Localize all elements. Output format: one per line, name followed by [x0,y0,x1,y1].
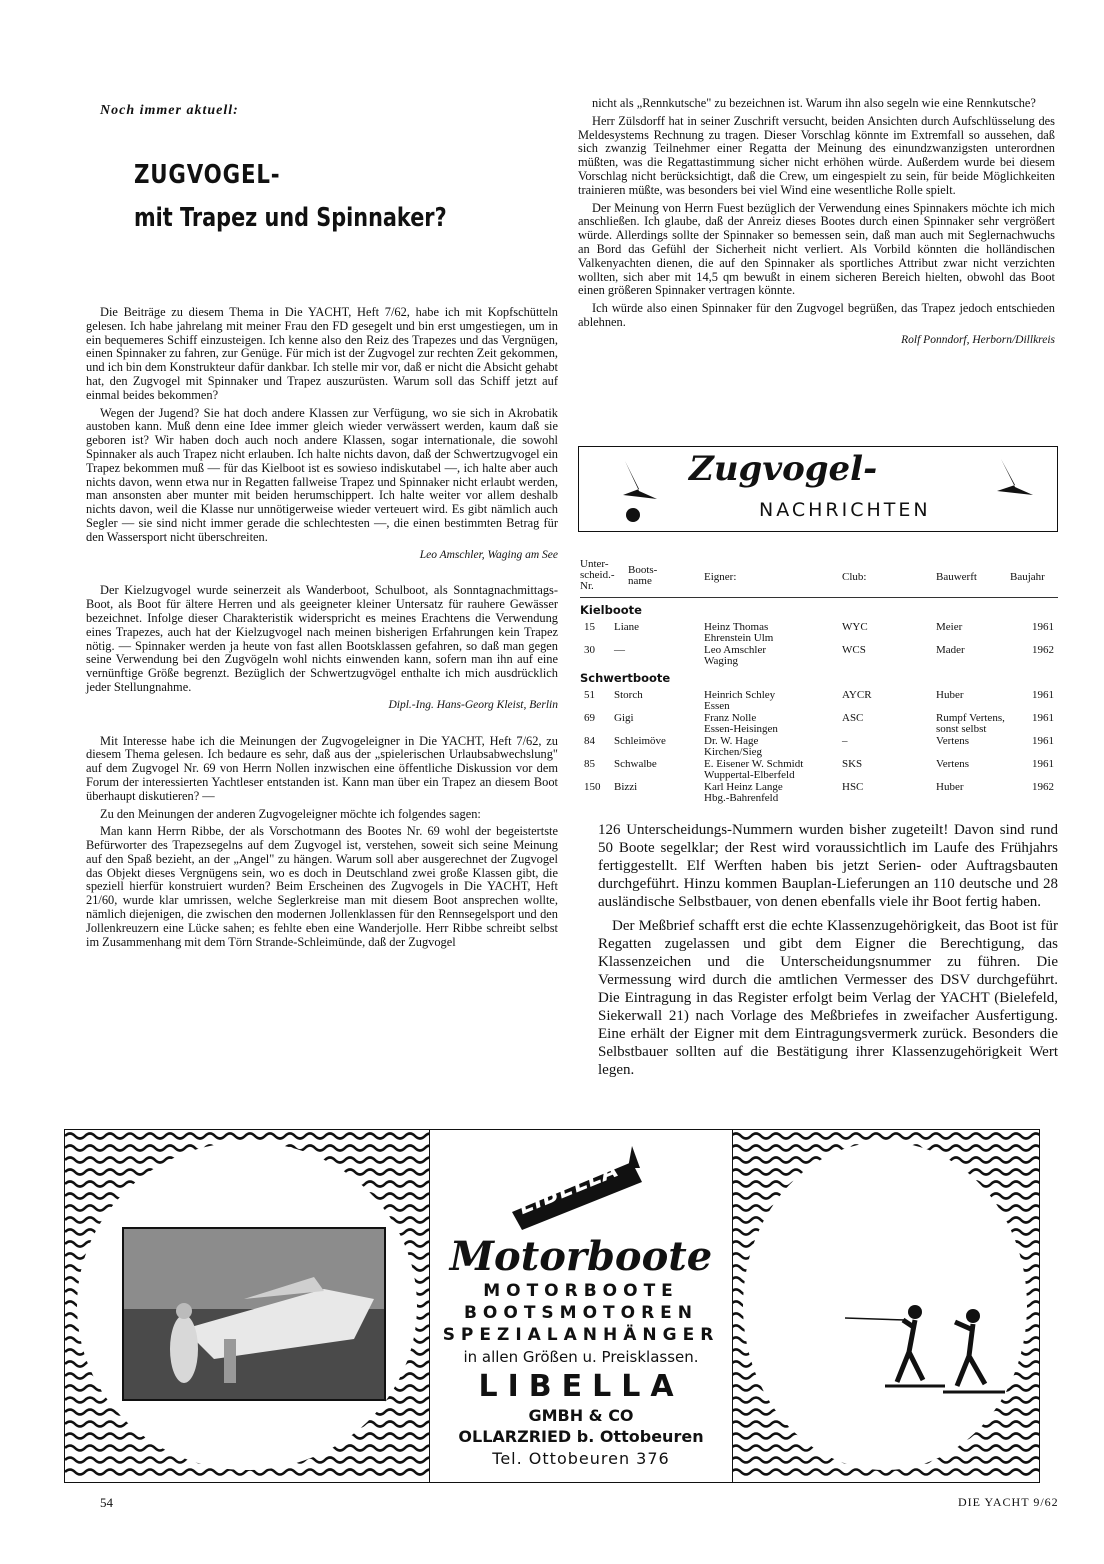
ad-center-panel [429,1130,733,1482]
cell-yard: Vertens [936,758,969,770]
cell-owner: Franz Nolle Essen-Heisingen [704,712,778,735]
paragraph: Zu den Meinungen der anderen Zugvogeleigner möchte ich folgendes sagen: [100,806,481,821]
paragraph: Wegen der Jugend? Sie hat doch andere Klassen zur Verfügung, wo sie sich in Akrobatik austoben kann. Muß denn eine Idee immer gleich wieder verwässert werden, kaum daß sie geboren ist? Wir haben doch auch noch andere Klassen, sogar internationale, die sowohl Spinnaker als auch Trapez nicht erlauben. Ich halte nichts davon, daß der Schwertzugvogel ein Trapez bekommen muß — für das Kielboot ist es sowieso indiskutabel —, ich halte aber auch nichts davon, wenn etwa nur in Regatten fallweise Trapez und Spinnaker nicht erlaubt werden, man ansonsten aber munter mit beiden herumschippert. Ich halte weiter vor allem deshalb nichts davon, weil die Klasse nur unnötigerweise wieder verteuert wird. Es gibt nämlich auch Segler — sie sind nicht immer gerade die schlechtesten —, die einen bestimmten Betrag für den Wassersport nicht überschreiten. [86,405,558,544]
article-title-line2: mit Trapez und Spinnaker? [134,203,447,233]
col-name-header: Boots- name [628,564,658,587]
cell-club: – [842,735,848,747]
table-header [580,559,1058,598]
signature: Leo Amschler, Waging am See [419,548,558,561]
cell-owner: Heinz Thomas Ehrenstein Ulm [704,621,774,644]
cell-name: Liane [614,621,640,633]
paragraph: Mit Interesse habe ich die Meinungen der Zugvogeleigner in Die YACHT, Heft 7/62, zu diesem Thema gelesen. Ich bedaure es sehr, daß aus der „spielerischen Urlaubsabwechslung" auf dem Zugvogel Nr. 69 von Herrn Nollen inzwischen eine öffentliche Diskussion vor dem Forum der interessierten Yachtleser entstanden ist. Kann man über ein Trapez an diesem Boot überhaupt diskutieren? — [86,733,558,803]
wave-line [65,1134,429,1139]
col-nr-header: Unter- scheid.- Nr. [580,558,615,592]
wave-line [731,1134,1039,1139]
libella-advertisement [64,1129,1040,1483]
paragraph: Der Kielzugvogel wurde seinerzeit als Wanderboot, Schulboot, als Sonntagnachmittags-Boot, als Boot für ältere Herren und als geeigneter kleiner Untersatz für rauhere Gewässer bezeichnet. Infolge dieser Charakteristik widerspricht es meines Erachtens die Verwendung eines Trapezes, auch hat der Kielzugvogel nach meinen bisherigen Erfahrungen kein Trapez nötig. — Spinnaker werden ja heute von fast allen Bootsklassen gefahren, so daß man gegen seine Verwendung bei den Zugvögeln wohl nichts einwenden kann, sofern man ihn auf eine vernünftige Größe begrenzt. Bezüglich der Schwertzugvögel enthalte ich mich ausdrücklich jeder Stellungnahme. [86,583,558,694]
cell-yard: Rumpf Vertens, sonst selbst [936,712,1005,735]
cell-year: 1961 [1032,758,1054,770]
table-row [580,713,1058,736]
table-section-title: Schwertboote [580,671,671,685]
ad-script-title: Motorboote [449,1233,713,1280]
cell-owner: Dr. W. Hage Kirchen/Sieg [704,735,763,758]
paragraph: Man kann Herrn Ribbe, der als Vorschotmann des Bootes Nr. 69 wohl der begeistertste Befürworter des Trapezsegelns auf dem Zugvogel ist, verstehen, soweit sich seine Meinung auf den Spaß bezieht, an der „Angel" zu hängen. Warum soll aber ausgerechnet der Zugvogel das Objekt dieses Vergnügens sein, wo es doch in Deutschland zwei große Klassen gibt, die speziell hierfür konstruiert wurden? Beim Erscheinen des Zugvogels in Die YACHT, Heft 21/60, wurde klar umrissen, welche Seglerkreise man mit diesem Boot ansprechen wollte, nämlich diejenigen, die zwischen den modernen Jollenklassen für den Rennsegelsport und den Jollenkreuzern eine Lücke sahen; es fehlte eben eine Wanderjolle. Herr Ribbe schreibt selbst im Zusammenhang mit dem Törn Strande-Schleimünde, daß der Zugvogel [86,824,558,949]
boat-photo [122,1227,386,1401]
cell-club: HSC [842,781,864,793]
table-row [580,736,1058,759]
cell-year: 1961 [1032,689,1054,701]
col-owner-header: Eigner: [704,571,737,583]
ad-phone: Tel. Ottobeuren 376 [492,1449,670,1468]
news-header-box [578,446,1058,532]
cell-name: Storch [614,689,643,701]
paragraph: nicht als „Rennkutsche" zu bezeichnen ist. Warum ihn also segeln wie eine Rennkutsche? [592,96,1036,110]
paragraph: Der Meinung von Herrn Fuest bezüglich der Verwendung eines Spinnakers möchte ich mich anschließen. Ich glaube, daß der Anreiz dieses Bootes durch einen Spinnaker sehr vergrößert würde. Allerdings sollte der Spinnaker so bemessen sein, daß man auch mit Seglernachwuchs an Bord das Gefühl der Sicherheit nicht verliert. Als Vorbild könnten die holländischen Valkenyachten dienen, die auf den Spinnaker als sportliches Attribut zwar nicht verzichten wollten, sich aber mit 14,5 qm bewußt in einem sicheren Bereich hielten, obwohl das Boot einen größeren Spinnaker vertragen könnte. [578,200,1055,298]
signature: Dipl.-Ing. Hans-Georg Kleist, Berlin [388,698,558,711]
table-row [580,759,1058,782]
news-title: Zugvogel- [689,449,878,489]
news-subtitle: NACHRICHTEN [759,499,931,521]
table-row [580,782,1058,805]
col-year-header: Baujahr [1010,571,1045,583]
boat-image [124,1229,384,1399]
paragraph: Der Meßbrief schafft erst die echte Klassenzugehörigkeit, das Boot ist für Regatten zugelassen und gibt dem Eigner die Berechtigung, das Klassenzeichen und die Unterscheidungsnummer zu führen. Die Vermessung wird durch die amtlichen Vermesser des DSV durchgeführt. Die Eintragung in das Register erfolgt beim Verlag der YACHT (Bielefeld, Siekerwall 21) nach Vorlage des Meßbriefes in zweifacher Ausfertigung. Eine erhält der Eigner mit dem Eintragungsvermerk zurück. Besonders die Selbstbauer sollten auf die Bestätigung ihrer Klassenzugehörigkeit Wert legen. [598,918,1058,1078]
cell-owner: E. Eisener W. Schmidt Wuppertal-Elberfeld [704,758,804,781]
cell-owner: Karl Heinz Lange Hbg.-Bahrenfeld [704,781,783,804]
ad-location: OLLARZRIED b. Ottobeuren [458,1427,704,1446]
right-column [578,97,1055,370]
cell-owner: Leo Amschler Waging [704,644,767,667]
table-row [580,622,1058,645]
paragraph: Ich würde also einen Spinnaker für den Zugvogel begrüßen, das Trapez jedoch entschieden ablehnen. [578,301,1055,329]
cell-nr: 150 [584,781,601,793]
wave-line [65,1470,429,1475]
cell-nr: 84 [584,735,595,747]
cell-nr: 69 [584,712,595,724]
cell-name: Schleimöve [614,735,666,747]
cell-year: 1961 [1032,621,1054,633]
ad-company: LIBELLA [478,1369,684,1404]
bird-right-icon [991,455,1039,503]
paragraph: Die Beiträge zu diesem Thema in Die YACHT, Heft 7/62, habe ich mit Kopfschütteln gelesen. Ich habe jahrelang mit meiner Frau den FD gesegelt und bin erst umgestiegen, um in ein bequemeres Schiff einzusteigen. Ich kenne also den Reiz des Trapezes und das Vergnügen, einen Spinnaker zu fahren, zur Genüge. Für mich ist der Zugvogel zur rechten Zeit gekommen, und ich bin dem Konstrukteur dafür dankbar. Ich stelle mir vor, daß er nicht die Absicht gehabt hat, den Zugvogel mit Spinnaker und Trapez auszurüsten. Warum soll das Schiff jetzt auf einmal beides bekommen? [86,305,558,402]
cell-club: ASC [842,712,864,724]
table-row [580,690,1058,713]
article-title-line1: ZUGVOGEL- [134,160,281,190]
ad-line-2: BOOTSMOTOREN [463,1303,699,1323]
page-number: 54 [100,1495,113,1510]
ad-company-sub: GMBH & CO [528,1406,634,1425]
magazine-issue: DIE YACHT 9/62 [958,1495,1059,1509]
waterskiers-illustration [845,1290,1015,1400]
bird-left-icon [617,455,665,525]
cell-year: 1961 [1032,735,1054,747]
cell-club: WYC [842,621,868,633]
cell-name: Schwalbe [614,758,657,770]
libella-logo [430,1142,732,1230]
signature: Rolf Ponndorf, Herborn/Dillkreis [901,333,1055,346]
paragraph: 126 Unterscheidungs-Nummern wurden bisher zugeteilt! Davon sind rund 50 Boote segelklar; der Rest wird voraussichtlich im Laufe des Frühjahrs fertiggestellt. Elf Werften haben bis jetzt Serien- oder Auftragsbauten durchgeführt. Hinzu kommen Bauplan-Lieferungen an 110 deutsche und 28 ausländische Selbstbauer, von denen ebenfalls viele ihr Boot fertig haben. [598,822,1058,910]
cell-yard: Vertens [936,735,969,747]
cell-nr: 15 [584,621,595,633]
cell-club: AYCR [842,689,872,701]
cell-yard: Mader [936,644,965,656]
cell-year: 1962 [1032,781,1054,793]
table-row [580,645,1058,668]
cell-name: Bizzi [614,781,638,793]
col-club-header: Club: [842,571,867,583]
ad-sizes: in allen Größen u. Preisklassen. [463,1348,699,1366]
kicker: Noch immer aktuell: [100,103,239,118]
paragraph: Herr Zülsdorff hat in seiner Zuschrift versucht, beiden Ansichten durch Aufschlüsselung des Meldesystems Rechnung zu tragen. Dieser Vorschlag könnte im Extremfall so aussehen, daß sich zwanzig Teilnehmer einer Regatta der Meinung des einundzwanzigsten unterordnen müßten, was die Regattastimmung sicher nicht erhöhen würde. Außerdem wurde bei diesem Vorschlag nicht berücksichtigt, daß die Crew, um eingespielt zu sein, für beide Möglichkeiten trainieren müßte, was besonders bei viel Wind eine wesentliche Rolle spielt. [578,113,1055,197]
ad-line-1: MOTORBOOTE [483,1281,679,1301]
cell-yard: Huber [936,781,964,793]
left-column [86,306,558,953]
libella-logo-text: LIBELLA [515,1157,623,1220]
wave-line [731,1470,1039,1475]
table-body [580,604,1058,805]
table-section-title: Kielboote [580,603,642,617]
cell-club: WCS [842,644,866,656]
cell-yard: Meier [936,621,963,633]
col-yard-header: Bauwerft [936,571,977,583]
ad-line-3: SPEZIALANHÄNGER [442,1325,720,1345]
cell-nr: 51 [584,689,595,701]
boat-register-table [580,559,1058,805]
cell-nr: 30 [584,644,595,656]
cell-year: 1962 [1032,644,1054,656]
cell-owner: Heinrich Schley Essen [704,689,776,712]
right-body-text [598,821,1058,1085]
cell-year: 1961 [1032,712,1054,724]
cell-yard: Huber [936,689,964,701]
cell-name: — [614,644,625,656]
cell-nr: 85 [584,758,595,770]
cell-name: Gigi [614,712,634,724]
cell-club: SKS [842,758,863,770]
